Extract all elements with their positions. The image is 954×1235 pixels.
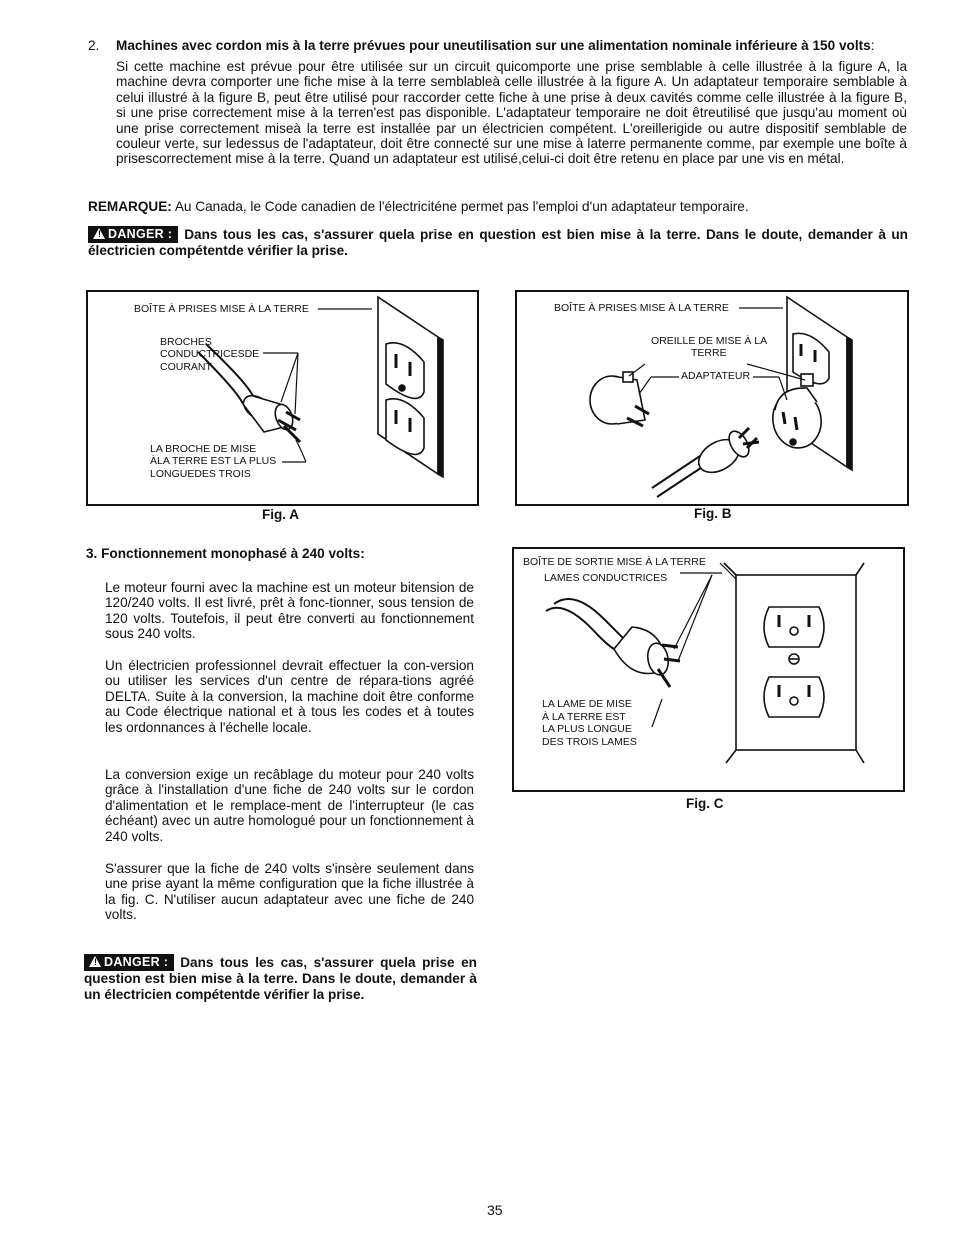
danger-top-text: Dans tous les cas, s'assurer quela prise en question est bien mise à la terre. Dans le doute, demander à un électricien compétentde vérifier la prise. bbox=[88, 227, 908, 259]
section2-heading bbox=[116, 38, 916, 53]
figc-label-ground-1: LA LAME DE MISE bbox=[542, 698, 632, 710]
page-number: 35 bbox=[487, 1202, 503, 1218]
figc-label-box: BOÎTE DE SORTIE MISE À LA TERRE bbox=[523, 556, 706, 568]
warning-triangle-icon: ! bbox=[93, 228, 105, 239]
section2-number: 2. bbox=[88, 38, 100, 53]
danger-badge: ! DANGER : bbox=[88, 226, 178, 243]
figa-label-prongs-1: BROCHES bbox=[160, 336, 212, 348]
figa-label-ground-3: LONGUEDES TROIS bbox=[150, 468, 251, 480]
figa-label-ground-1: LA BROCHE DE MISE bbox=[150, 443, 257, 455]
remarque-label: REMARQUE: bbox=[88, 199, 172, 214]
figa-caption: Fig. A bbox=[262, 507, 299, 522]
section2-body: Si cette machine est prévue pour être utilisée sur un circuit quicomporte une prise semblable à celle illustrée à la figure A, la machine devra comporter une fiche mise à la terre semblableà celle illustrée à la figure A. Un adaptateur temporaire semblable à celui illustré à la figure B, peut être utilisé pour raccorder cette fiche à une prise à deux cavités comme celle illustrée à la figure B, si une prise correctement mise à la terren'est pas disponible. L'adaptateur temporaire ne doit êtreutilisé que jusqu'au moment où une prise correctement miseà la terre est installée par un électricien compétent. L'oreillerigide ou autre dispositif semblable de couleur verte, sur ledessus de l'adaptateur, doit être connecté sur une mise à laterre permanente comme, par exemple une boîte à prisescorrectement mise à la terre. Quand un adaptateur est utilisé,celui-ci doit être retenu en place par une vis en métal. bbox=[116, 59, 907, 167]
figa-label-prongs-2: CONDUCTRICESDE bbox=[160, 348, 260, 360]
danger-warning-top bbox=[88, 226, 908, 259]
danger-bottom-text: Dans tous les cas, s'assurer quela prise en question est bien mise à la terre. Dans le doute, demander à un électricien compétentde vérifier la prise. bbox=[84, 955, 477, 1002]
figure-b bbox=[515, 290, 909, 506]
figure-c-illustration bbox=[514, 549, 902, 789]
figc-label-blades: LAMES CONDUCTRICES bbox=[544, 572, 668, 584]
section3-p3: La conversion exige un recâblage du moteur pour 240 volts grâce à l'installation d'une fiche de 240 volts sur le cordon d'alimentation et le remplace-ment de l'interrupteur (le cas échéant) avec un autre homologué pour un fonctionnement à 240 volts. bbox=[105, 767, 474, 844]
remarque-text: Au Canada, le Code canadien de l'électriciténe permet pas l'emploi d'un adaptateur temporaire. bbox=[171, 199, 749, 214]
figb-label-ear-2: TERRE bbox=[691, 347, 727, 359]
figc-caption: Fig. C bbox=[686, 796, 724, 811]
danger-warning-bottom bbox=[84, 954, 477, 1002]
figa-label-box: BOÎTE À PRISES MISE À LA TERRE bbox=[134, 303, 309, 315]
remarque bbox=[88, 199, 908, 214]
section3-p1: Le moteur fourni avec la machine est un moteur bitension de 120/240 volts. Il est livré, prêt à fonc-tionner, sous tension de 120 volts. Toutefois, il peut être converti au fonctionnement sous 240 volts. bbox=[105, 580, 474, 642]
section3-heading: 3. Fonctionnement monophasé à 240 volts: bbox=[86, 546, 365, 561]
section2-heading-text: Machines avec cordon mis à la terre prévues pour uneutilisation sur une alimentation nominale inférieure à 150 volts bbox=[116, 38, 871, 53]
warning-triangle-icon: ! bbox=[89, 956, 101, 967]
section3-p2: Un électricien professionnel devrait effectuer la con-version ou utiliser les services d'un centre de répara-tions agréé DELTA. Suite à la conversion, la machine doit être conforme au Code électrique national et à tous les codes et à toutes les ordonnances à l'échelle locale. bbox=[105, 658, 474, 735]
figc-label-ground-3: LA PLUS LONGUE bbox=[542, 723, 632, 735]
figa-label-prongs-3: COURANT bbox=[160, 361, 212, 373]
figure-a-illustration bbox=[88, 292, 476, 503]
figure-c bbox=[512, 547, 905, 792]
figb-caption: Fig. B bbox=[694, 506, 732, 521]
danger-badge-bottom: ! DANGER : bbox=[84, 954, 174, 971]
figc-label-ground-2: À LA TERRE EST bbox=[542, 711, 626, 723]
section3-p4: S'assurer que la fiche de 240 volts s'insère seulement dans une prise ayant la même configuration que la fiche illustrée à la fig. C. N'utiliser aucun adaptateur avec une fiche de 240 volts. bbox=[105, 861, 474, 923]
figb-label-ear-1: OREILLE DE MISE À LA bbox=[651, 335, 768, 347]
section2-heading-suffix: : bbox=[870, 38, 875, 53]
figure-a bbox=[86, 290, 479, 506]
figb-label-box: BOÎTE À PRISES MISE À LA TERRE bbox=[554, 302, 729, 314]
figa-label-ground-2: ÀLA TERRE EST LA PLUS bbox=[150, 455, 277, 467]
figb-label-adapter: ADAPTATEUR bbox=[681, 370, 751, 382]
figc-label-ground-4: DES TROIS LAMES bbox=[542, 736, 637, 748]
figure-b-illustration bbox=[517, 292, 906, 503]
